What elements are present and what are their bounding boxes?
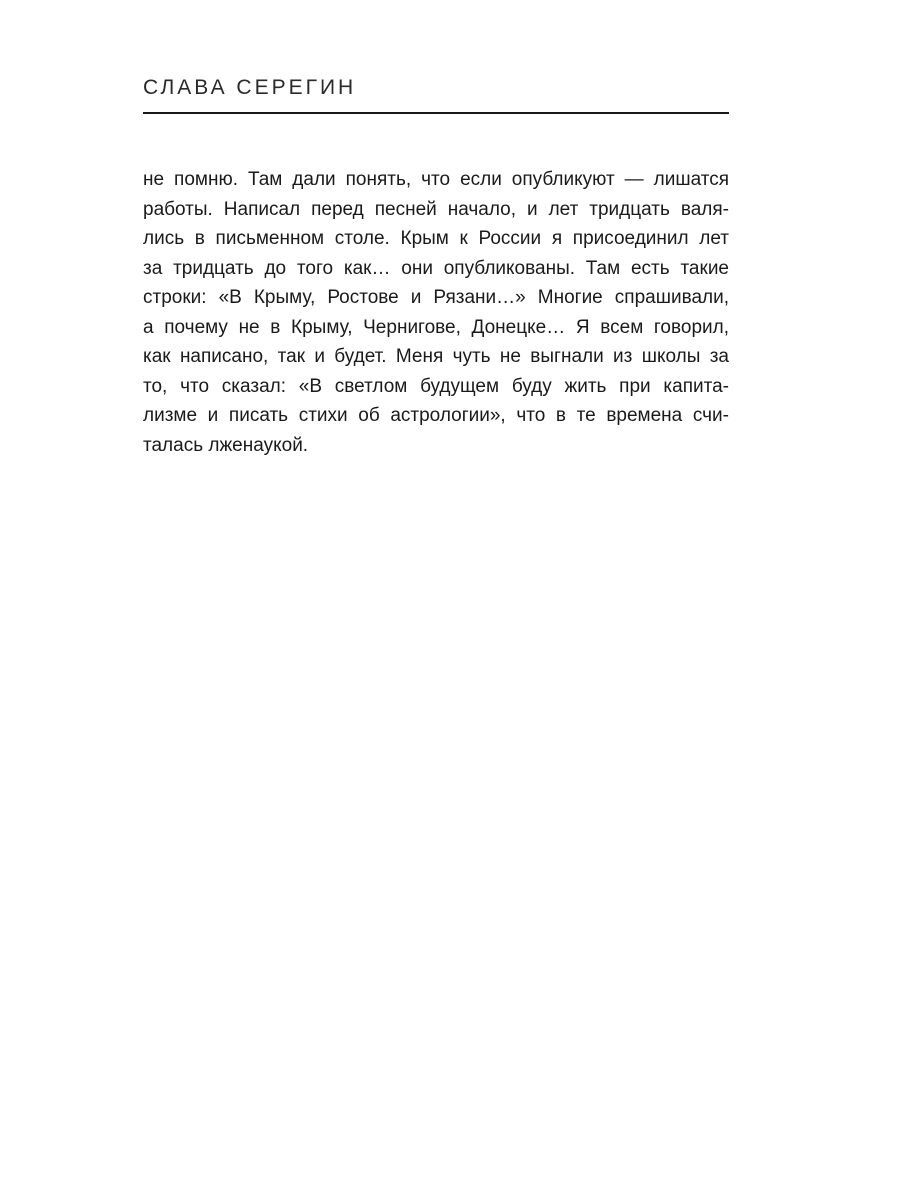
text-line: работы. Написал перед песней начало, и лет тридцать валя- — [143, 198, 729, 220]
text-line: лись в письменном столе. Крым к России я присоединил лет — [143, 228, 729, 249]
text-line: за тридцать до того как… они опубликованы. Там есть такие — [143, 257, 729, 279]
text-line: строки: «В Крыму, Ростове и Рязани…» Многие спрашивали, — [143, 287, 729, 308]
header-rule — [143, 112, 729, 114]
text-line: то, что сказал: «В светлом будущем буду жить при капита- — [143, 375, 729, 397]
running-head-author: СЛАВА СЕРЕГИН — [143, 76, 357, 99]
text-line: лизме и писать стихи об астрологии», что в те времена счи- — [143, 405, 729, 426]
text-line: не помню. Там дали понять, что если опубликуют — лишатся — [143, 169, 729, 190]
text-line: как написано, так и будет. Меня чуть не выгнали из школы за — [143, 346, 729, 367]
body-paragraph — [143, 165, 729, 460]
text-line: талась лженаукой. — [143, 434, 309, 456]
text-line: а почему не в Крыму, Чернигове, Донецке… Я всем говорил, — [143, 316, 729, 338]
